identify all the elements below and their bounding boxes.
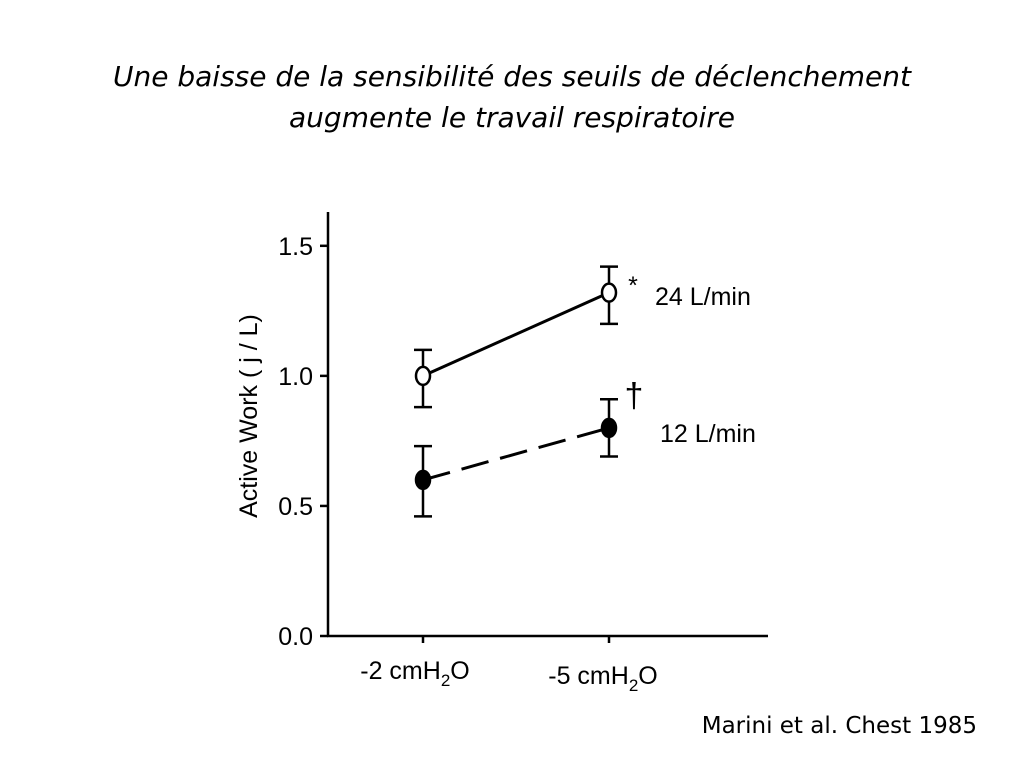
data-point: [416, 471, 430, 489]
slide-title-line-2: augmente le travail respiratoire: [289, 101, 735, 134]
series-12-l-min: [414, 377, 756, 516]
label-text: -5 cmH: [548, 662, 629, 690]
significance-marker: *: [628, 272, 638, 300]
significance-marker: †: [624, 377, 644, 415]
series-24-l-min: [414, 267, 751, 407]
y-axis-title: Active Work ( j / L): [235, 314, 263, 518]
y-tick-label: 0.0: [278, 623, 313, 651]
label-text: O: [638, 662, 658, 690]
plot-area: [414, 267, 756, 517]
label-text: O: [450, 657, 470, 685]
y-axis: [235, 212, 328, 651]
label-text: -2 cmH: [360, 657, 441, 685]
x-tick-label: [360, 657, 469, 690]
y-tick-label: 0.5: [278, 492, 313, 521]
y-tick-label: 1.5: [278, 232, 313, 261]
subscript: 2: [628, 676, 639, 695]
citation: Marini et al. Chest 1985: [701, 713, 977, 739]
series-line: [423, 293, 609, 376]
slide-title-line-1: Une baisse de la sensibilité des seuils de déclenchement: [113, 60, 911, 93]
data-point: [602, 284, 616, 302]
x-axis: [327, 636, 768, 695]
series-label: 12 L/min: [660, 420, 756, 448]
series-line: [423, 428, 609, 480]
x-tick-label: [548, 662, 657, 695]
data-point: [416, 367, 430, 385]
y-tick-label: 1.0: [278, 362, 313, 391]
subscript: 2: [440, 671, 451, 690]
data-point: [602, 419, 616, 437]
series-label: 24 L/min: [655, 283, 751, 311]
